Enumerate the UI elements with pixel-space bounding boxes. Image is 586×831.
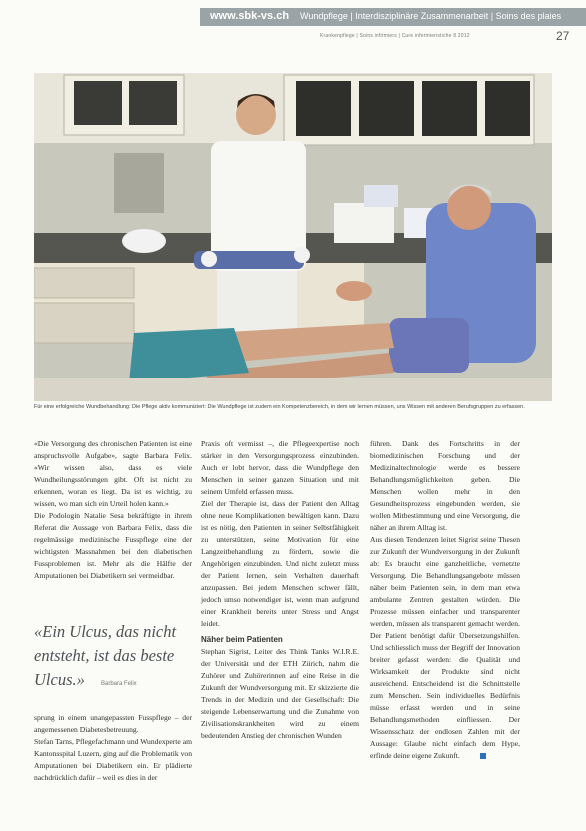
site-url[interactable]: www.sbk-vs.ch xyxy=(210,10,290,22)
column-1-continued xyxy=(34,712,192,784)
paragraph: Stephan Sigrist, Leiter des Think Tanks W.I.R.E. der Universität und der ETH Zürich, nahm die Zuhörer und Zuhörerinnen auf eine Reise in die Zukunft der Wundversorgung mit. Er skizzierte die Trends in der Medizin und der Gesellschaft: Die steigende Lebenserwartung und die Zunahme von Zivilisationskrankheiten wird zu einem bedeutenden Anstieg der chronischen Wunden xyxy=(201,647,359,740)
paragraph-text: Aus diesen Tendenzen leitet Sigrist seine Thesen zur Zukunft der Wundversorgung in der Zukunft ab: Es braucht eine ganzheitliche, vernetzte Versorgung. Die Behandlungsangebote müssen näher beim Patienten sein, in dem man etwa ambulante Zentren gestalten würden. Die Prozesse müssen einfacher und transparenter werden, müssen als transparent gemacht werden. Der Patient benötigt dafür Übersetzungshilfen. Und schliesslich muss der Begriff der Innovation breiter gefasst werden: die Qualität und Wirksamkeit der Produkte sind nicht ausreichend. Entscheidend ist die Schnittstelle zum Menschen. Sein individuelles Bedürfnis müsse erfasst werden und in seine Behandlungsmethoden einfliessen. Der Wissensschatz der endlosen Zahlen mit der Aussage: Glaube nicht einfach dem Hype, erfinde deine eigene Zukunft. xyxy=(370,535,520,760)
pull-quote-author: Barbara Felix xyxy=(101,681,137,687)
column-2 xyxy=(201,438,359,742)
article-photo xyxy=(34,73,552,401)
page-header xyxy=(0,0,586,43)
paragraph: Die Podologin Natalie Sesa bekräftigte in ihrem Referat die Aussage von Barbara Felix, dass die regelmässige medizinische Fusspflege eine der wichtigsten Massnahmen bei den diabetischen Fussproblemen ist. Mehr als die Hälfte der Amputationen bei Diabetikern sei vermeidbar. xyxy=(34,511,192,580)
paragraph xyxy=(370,534,520,762)
column-1 xyxy=(34,438,192,582)
photo-illustration xyxy=(34,73,552,401)
paragraph: Stefan Tarns, Pflegefachmann und Wundexperte am Kantonsspital Luzern, ging auf die Problematik von Amputationen bei Diabetikern ein. Er plädierte nachdrücklich dafür – weil es dies in der xyxy=(34,737,192,782)
end-of-article-mark xyxy=(480,753,486,759)
paragraph: sprung in einem unangepassten Fusspflege – der angemessenen Diabetesbetreuung. xyxy=(34,713,192,734)
page-number: 27 xyxy=(556,29,570,43)
section-subheading: Näher beim Patienten xyxy=(201,635,283,644)
photo-caption: Für eine erfolgreiche Wundbehandlung: Die Pflege aktiv kommuniziert: Die Wundpflege ist zudem ein Kompetenzbereich, in dem wir lernen müssen, uns Wissen mit anderen Berufsgruppen zu erfassen. xyxy=(34,404,525,410)
paragraph: Praxis oft vermisst –, die Pflegeexpertise noch stärker in den Versorgungsprozess einzubinden. Auch er lobt hervor, dass die Wundpflege den Menschen in seiner ganzen Situation und mit seinem Umfeld erfassen muss. xyxy=(201,439,359,496)
paragraph: Ziel der Therapie ist, dass der Patient den Alltag ohne neue Komplikationen bewältigen kann. Dazu ist es nötig, den Patienten in seiner Selbstfähigkeit zu unterstützen, seine Motivation für eine Langzeitbehandlung zu fördern, sowie die Angehörigen einzubinden. Und nicht zuletzt muss der Patient lernen, sein Verhalten dauerhaft anzupassen. Bei jedem Menschen schwer fällt, jedoch umso notwendiger ist, wenn man aufgrund einer Krankheit bereits unter Stress und Angst leidet. xyxy=(201,499,359,628)
paragraph: führen. Dank des Fortschritts in der biomedizinischen Forschung und der Medizinaltechnologie werde es bessere Behandlungsmöglichkeiten geben. Die Menschen wollen mehr in den Gesundheitsprozess eingebunden werden, sie wollen Mitbestimmung und eine Versorgung, die näher an ihrem Alltag ist. xyxy=(370,439,520,532)
paragraph: «Die Versorgung des chronischen Patienten ist eine anspruchsvolle Aufgabe», sagte Barbara Felix. «Wir wissen also, dass es viele Wundheilungsstörungen gibt. Oft ist nicht zu erkennen, woran es liegt. Da ist es wichtig, zu wissen, wo man sich ein Urteil holen kann.» xyxy=(34,439,192,508)
issue-line: Krankenpflege | Soins infirmiers | Cure infermieristiche 8 2012 xyxy=(320,33,470,39)
column-3 xyxy=(370,438,520,762)
section-tags: Wundpflege | Interdisziplinäre Zusammenarbeit | Soins des plaies xyxy=(300,11,562,21)
pull-quote-text: «Ein Ulcus, das nicht entsteht, ist das beste Ulcus.» xyxy=(34,622,177,689)
pull-quote xyxy=(34,620,204,696)
